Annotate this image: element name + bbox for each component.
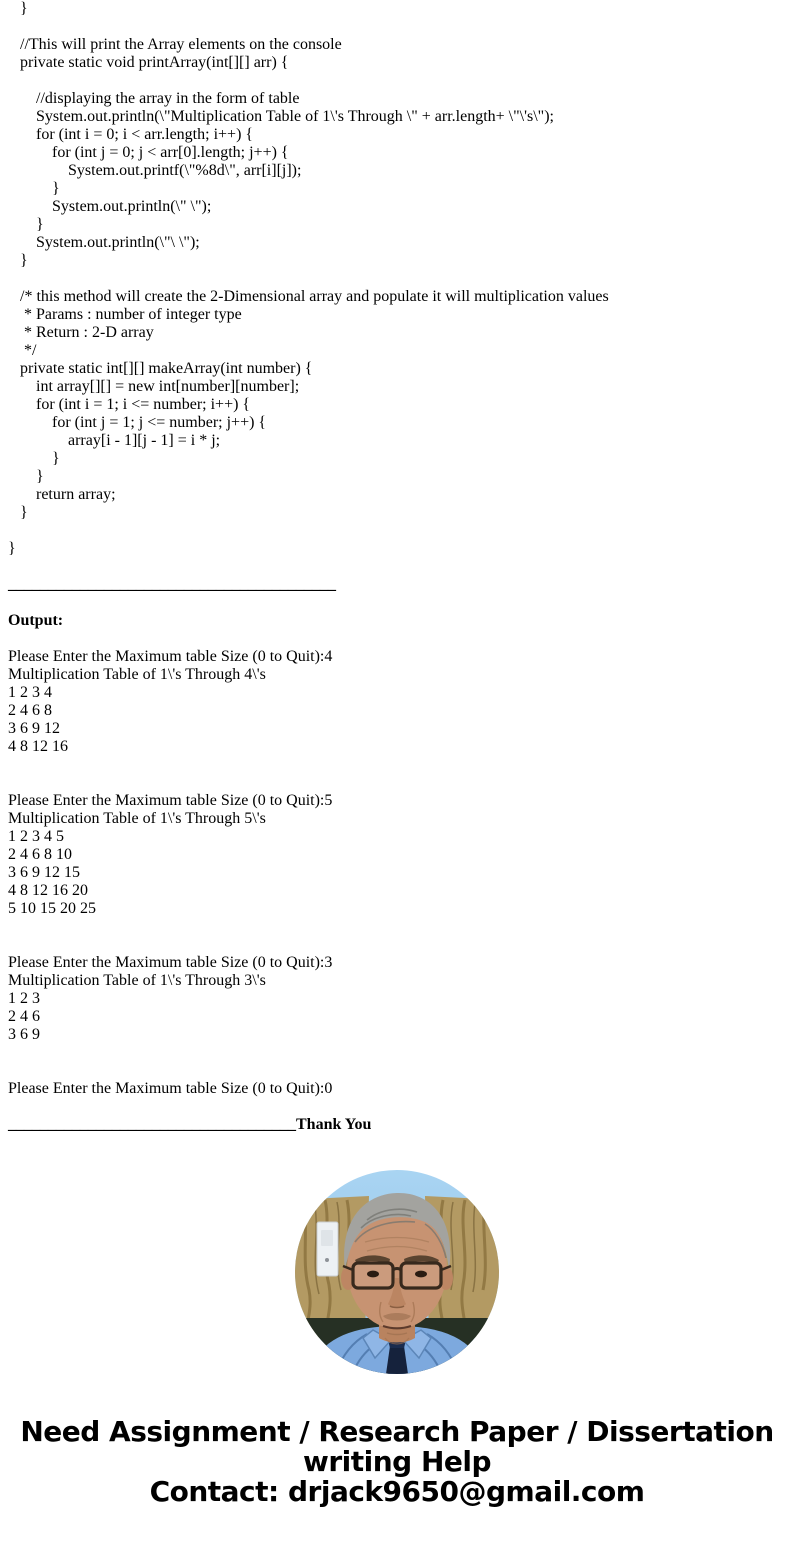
eye-right — [415, 1271, 427, 1278]
blank-line — [8, 558, 786, 576]
avatar-section — [0, 1170, 794, 1374]
code-line: for (int j = 0; j < arr[0].length; j++) { — [8, 144, 289, 161]
code-line: //This will print the Array elements on the console — [8, 36, 342, 53]
code-line: private static void printArray(int[][] arr) { — [8, 54, 289, 71]
console-line: Multiplication Table of 1\'s Through 4\'s — [8, 666, 266, 683]
code-line: for (int j = 1; j <= number; j++) { — [8, 414, 267, 431]
console-line: Please Enter the Maximum table Size (0 to Quit):4 — [8, 648, 333, 665]
blank-line — [8, 630, 786, 648]
console-line: Please Enter the Maximum table Size (0 to Quit):3 — [8, 954, 333, 971]
footer-heading: Need Assignment / Research Paper / Dissertation writing Help — [20, 1415, 774, 1478]
code-line: /* this method will create the 2-Dimensional array and populate it will multiplication values — [8, 288, 609, 305]
code-line: System.out.println(\" \"); — [8, 198, 212, 215]
code-line: for (int i = 1; i <= number; i++) { — [8, 396, 251, 413]
output-heading: Output: — [8, 612, 64, 629]
console-line: 1 2 3 4 — [8, 684, 52, 701]
console-line: 3 6 9 12 — [8, 720, 60, 737]
code-line: } — [8, 180, 60, 197]
blank-line — [8, 936, 786, 954]
footer-banner — [0, 1417, 794, 1507]
console-line: 1 2 3 4 5 — [8, 828, 64, 845]
blank-line — [8, 1062, 786, 1080]
console-line: Please Enter the Maximum table Size (0 to Quit):5 — [8, 792, 333, 809]
blank-line — [8, 1098, 786, 1116]
code-line: } — [8, 450, 60, 467]
code-line: } — [8, 252, 28, 269]
code-line: */ — [8, 342, 37, 359]
blank-line — [8, 756, 786, 774]
console-line: 5 10 15 20 25 — [8, 900, 96, 917]
code-line: System.out.println(\"\ \"); — [8, 234, 200, 251]
console-line: 2 4 6 8 10 — [8, 846, 72, 863]
console-line: 1 2 3 — [8, 990, 40, 1007]
blank-line — [8, 522, 786, 540]
code-line: array[i - 1][j - 1] = i * j; — [8, 432, 221, 449]
code-line: return array; — [8, 486, 116, 503]
console-line: 2 4 6 — [8, 1008, 40, 1025]
thank-you-label: Thank You — [296, 1116, 372, 1133]
footer-contact-email: Contact: drjack9650@gmail.com — [149, 1475, 645, 1508]
code-line: //displaying the array in the form of table — [8, 90, 300, 107]
code-line: int array[][] = new int[number][number]; — [8, 378, 300, 395]
console-line: 4 8 12 16 20 — [8, 882, 88, 899]
blank-line — [8, 774, 786, 792]
code-line: * Return : 2-D array — [8, 324, 154, 341]
blank-line — [8, 1044, 786, 1062]
console-line: 2 4 6 8 — [8, 702, 52, 719]
console-line: 3 6 9 12 15 — [8, 864, 80, 881]
console-line: Please Enter the Maximum table Size (0 to Quit):0 — [8, 1080, 333, 1097]
console-line: 3 6 9 — [8, 1026, 40, 1043]
signature-underline: ____________________________________ — [8, 1116, 296, 1133]
blank-line — [8, 594, 786, 612]
blank-line — [8, 18, 786, 36]
console-line: Multiplication Table of 1\'s Through 5\'s — [8, 810, 266, 827]
code-line: * Params : number of integer type — [8, 306, 242, 323]
blank-line — [8, 270, 786, 288]
code-line: } — [8, 216, 44, 233]
divider-line: _________________________________________ — [8, 576, 336, 593]
code-line: private static int[][] makeArray(int number) { — [8, 360, 313, 377]
console-line: 4 8 12 16 — [8, 738, 68, 755]
portrait-photo — [295, 1170, 499, 1374]
thank-you-line — [8, 1116, 786, 1134]
code-line: System.out.printf(\"%8d\", arr[i][j]); — [8, 162, 302, 179]
code-line: } — [8, 0, 28, 17]
code-line: } — [8, 540, 16, 557]
eye-left — [367, 1271, 379, 1278]
blank-line — [8, 72, 786, 90]
code-line: } — [8, 468, 44, 485]
code-line: } — [8, 504, 28, 521]
code-line: for (int i = 0; i < arr.length; i++) { — [8, 126, 254, 143]
console-line: Multiplication Table of 1\'s Through 3\'s — [8, 972, 266, 989]
blank-line — [8, 918, 786, 936]
code-line: System.out.println(\"Multiplication Table of 1\'s Through \" + arr.length+ \"\'s\"); — [8, 108, 554, 125]
